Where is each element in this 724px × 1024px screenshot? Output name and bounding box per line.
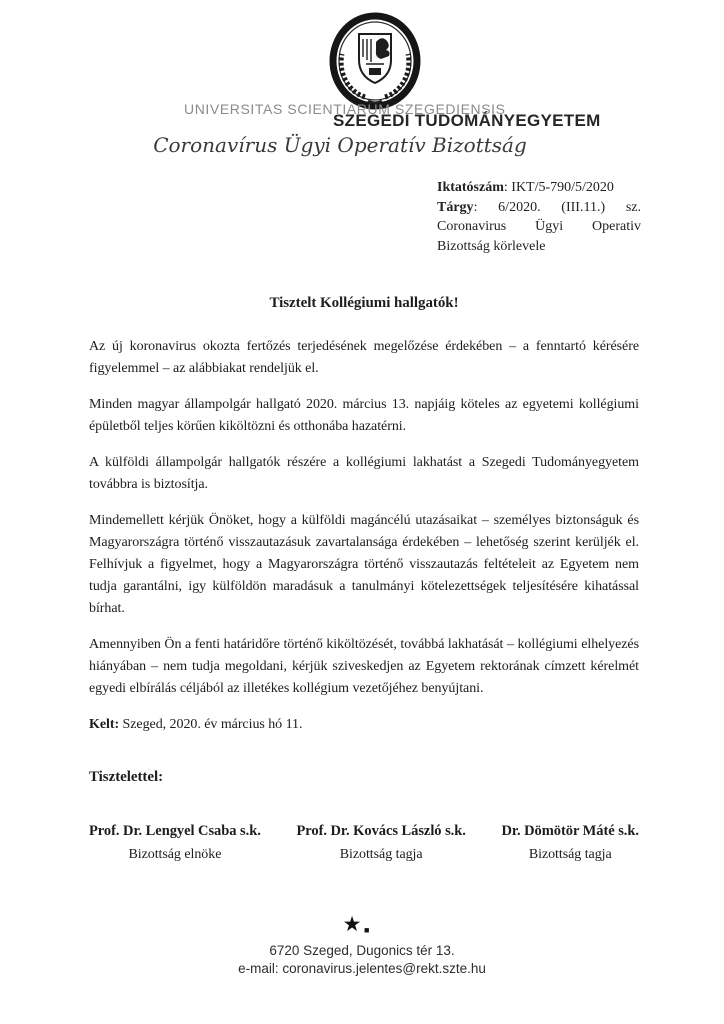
reference-subject <box>437 198 641 257</box>
signatory-role: Bizottság tagja <box>339 847 423 862</box>
signature-2 <box>296 820 465 866</box>
square-glyph: ■ <box>363 925 370 935</box>
footer-address: 6720 Szeged, Dugonics tér 13. <box>269 943 455 958</box>
signatory-name: Prof. Dr. Lengyel Csaba s.k. <box>89 823 261 839</box>
footer-logo-wrap <box>0 914 704 936</box>
paragraph-5: Amennyiben Ön a fenti határidőre történő kiköltözését, továbbá lakhatását – kollégiumi elhelyezés hiányában – nem tudja megoldani, kérjük sziveskedjen az Egyetem rektorának címzett kérelmét egyedi elbírálás céljából az illetékes kollégium vezetőjéhez benyújtani. <box>89 637 639 696</box>
signature-3 <box>501 820 639 866</box>
reference-number <box>437 178 641 198</box>
paragraph-1: Az új koronavirus okozta fertőzés terjedésének megelőzése érdekében – a fenntartó kérésére figyelemmel – az alábbiakat rendeljük el. <box>89 339 639 376</box>
signatory-role: Bizottság elnöke <box>128 847 222 862</box>
letter-body <box>89 292 639 866</box>
closing: Tisztelettel: <box>89 769 164 785</box>
star-glyph: ★ <box>342 912 362 936</box>
footer-email: e-mail: coronavirus.jelentes@rekt.szte.hu <box>238 961 486 976</box>
university-latin-name: UNIVERSITAS SCIENTIARUM SZEGEDIENSIS <box>184 101 506 117</box>
paragraph-4: Mindemellett kérjük Önöket, hogy a külföldi magáncélú utazásaikat – személyes biztonságuk és Magyarországra történő visszautazásuk zavartalansága érdekében – lehetőség szerint kerüljék el. Felhívjuk a figyelmet, hogy a Magyarországra történő visszautazás feltételeit az Egyetem nem tudja garantálni, igy külföldön maradásuk a tanulmányi kötelezettségek teljesítésére kihatással bírhat. <box>89 513 639 616</box>
signatory-name: Prof. Dr. Kovács László s.k. <box>296 823 466 839</box>
footer-address-block <box>0 942 724 978</box>
university-name: SZEGEDI TUDOMÁNYEGYETEM <box>333 111 601 130</box>
paragraph-3: A külföldi állampolgár hallgatók részére a kollégiumi lakhatást a Szegedi Tudományegyetem továbbra is biztosítja. <box>89 455 639 492</box>
salutation: Tisztelt Kollégiumi hallgatók! <box>269 295 459 311</box>
signature-row <box>89 820 639 866</box>
signatory-name: Dr. Dömötör Máté s.k. <box>501 823 639 839</box>
signature-1 <box>89 820 261 866</box>
reference-block <box>437 178 641 256</box>
signatory-role: Bizottság tagja <box>528 847 612 862</box>
date-line <box>89 714 639 736</box>
reference-number-label: Iktatószám <box>437 180 504 195</box>
paragraph-2: Minden magyar állampolgár hallgató 2020. március 13. napjáig köteles az egyetemi kollégiumi épületből teljes körűen kiköltözni és otthonába hazatérni. <box>89 397 639 434</box>
reference-subject-label: Tárgy <box>437 199 474 215</box>
date-label: Kelt: <box>89 717 120 732</box>
reference-number-value: : IKT/5-790/5/2020 <box>503 180 614 195</box>
date-value: Szeged, 2020. év március hó 11. <box>119 717 303 732</box>
reference-subject-value: : 6/2020. (III.11.) sz. Coronavirus Ügyi Operativ Bizottság körlevele <box>437 199 641 254</box>
university-seal-icon <box>329 12 421 110</box>
committee-name: Coronavírus Ügyi Operatív Bizottság <box>153 133 527 157</box>
star-logo-icon <box>342 912 370 936</box>
